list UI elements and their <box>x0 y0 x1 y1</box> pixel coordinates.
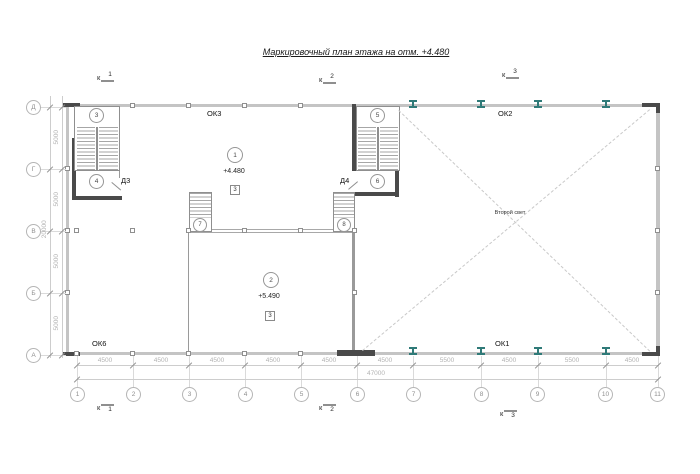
column-marker <box>655 290 660 295</box>
stair2-bottom-bar <box>355 192 399 196</box>
col-extension-line <box>189 356 190 387</box>
bottom-dim-total: 47000 <box>366 370 386 377</box>
col-axis-circle-11: 11 <box>650 387 665 402</box>
door-d3-leaf <box>111 182 121 190</box>
stair-circle-7: 7 <box>193 218 207 232</box>
bottom-dim: 4500 <box>377 357 393 364</box>
col-axis-circle-10: 10 <box>598 387 613 402</box>
col-extension-line <box>481 356 482 387</box>
beam-icon <box>409 347 417 355</box>
beam-icon <box>602 347 610 355</box>
stair1-bottom-bar <box>72 196 122 200</box>
vestibule1-stub <box>119 171 120 178</box>
col-axis-circle-4: 4 <box>238 387 253 402</box>
stair2-divider <box>377 127 379 170</box>
door-d4-leaf <box>348 181 358 189</box>
door-d4-label: Д4 <box>340 176 350 185</box>
window-label-ok6: ОК6 <box>92 339 107 348</box>
stair-circle-8: 8 <box>337 218 351 232</box>
second-light-label: Второй свет <box>494 210 526 216</box>
stair-circle-6: 6 <box>370 174 385 189</box>
section-marker-bottom-3 <box>500 410 517 420</box>
col-axis-circle-8: 8 <box>474 387 489 402</box>
column-marker <box>130 228 135 233</box>
section-letter: к <box>319 403 323 412</box>
stair-circle-5: 5 <box>370 108 385 123</box>
row-axis-circle-b: Б <box>26 286 41 301</box>
section-marker-bottom-1 <box>97 404 114 414</box>
section-number: 1 <box>101 72 114 82</box>
room-1-elevation: +4.480 <box>223 168 245 175</box>
corner-bottom-right-v <box>656 346 660 356</box>
window-label-ok3: ОК3 <box>207 109 222 118</box>
second-light-diagonal-1 <box>398 110 650 352</box>
room-1-finish-mark: 3 <box>230 185 240 195</box>
column-marker <box>74 228 79 233</box>
section-number: 3 <box>506 69 519 79</box>
beam-icon <box>477 100 485 108</box>
column-marker <box>130 103 135 108</box>
bottom-dim: 4500 <box>209 357 225 364</box>
section-number: 2 <box>323 404 336 414</box>
bottom-dim-line-total <box>77 379 658 380</box>
window-label-ok2: ОК2 <box>498 109 513 118</box>
room2-left-wall <box>188 231 189 355</box>
stair-circle-3: 3 <box>89 108 104 123</box>
stair-8-treads <box>334 193 354 218</box>
stair2-flight-right <box>380 127 398 170</box>
bottom-dim: 4500 <box>153 357 169 364</box>
bottom-dim: 5500 <box>564 357 580 364</box>
section-letter: к <box>97 403 101 412</box>
left-dim-5000: 5000 <box>52 192 60 207</box>
col-extension-line <box>133 356 134 387</box>
left-dim-5000: 5000 <box>52 254 60 269</box>
room-2-elevation: +5.490 <box>258 293 280 300</box>
section-number: 2 <box>323 74 336 84</box>
column-marker <box>242 103 247 108</box>
beam-icon <box>534 347 542 355</box>
bottom-dim: 4500 <box>97 357 113 364</box>
stair-7-treads <box>190 193 211 218</box>
stair1-flight-right <box>99 127 118 170</box>
col-extension-line <box>658 356 659 387</box>
column-marker <box>298 228 303 233</box>
section-marker-bottom-2 <box>319 404 336 414</box>
col-extension-line <box>245 356 246 387</box>
col-axis-circle-1: 1 <box>70 387 85 402</box>
row-v-wall <box>189 229 356 233</box>
bottom-dim: 5500 <box>439 357 455 364</box>
drawing-title: Маркировочный план этажа на отм. +4.480 <box>262 47 450 57</box>
col-extension-line <box>538 356 539 387</box>
left-dim-line-total <box>50 96 51 358</box>
beam-icon <box>534 100 542 108</box>
section-letter: к <box>319 75 323 84</box>
col-axis-circle-3: 3 <box>182 387 197 402</box>
beam-icon <box>602 100 610 108</box>
section-number: 3 <box>504 410 517 420</box>
col-extension-line <box>301 356 302 387</box>
section-letter: к <box>502 70 506 79</box>
row-axis-circle-g: Г <box>26 162 41 177</box>
column-marker <box>242 228 247 233</box>
left-dim-total: 20000 <box>40 220 48 239</box>
col-extension-line <box>413 356 414 387</box>
col-extension-line <box>77 356 78 387</box>
left-dim-5000: 5000 <box>52 316 60 331</box>
room-2-number-circle: 2 <box>263 272 279 288</box>
section-marker-top-2 <box>319 74 336 84</box>
column-marker <box>298 103 303 108</box>
column-marker <box>352 228 357 233</box>
col-extension-line <box>606 356 607 387</box>
second-light-diagonal-2 <box>362 109 650 351</box>
column-marker <box>352 290 357 295</box>
column-marker <box>655 228 660 233</box>
row-axis-circle-a: А <box>26 348 41 363</box>
stair-circle-4: 4 <box>89 174 104 189</box>
column-marker <box>186 228 191 233</box>
col-axis-circle-5: 5 <box>294 387 309 402</box>
room-2-finish-mark: 3 <box>265 311 275 321</box>
col-axis-circle-7: 7 <box>406 387 421 402</box>
section-letter: к <box>97 73 101 82</box>
col-axis-circle-2: 2 <box>126 387 141 402</box>
left-dim-line-segments <box>62 96 63 358</box>
bottom-dim: 4500 <box>501 357 517 364</box>
bottom-dim: 4500 <box>321 357 337 364</box>
door-d3-label: Д3 <box>121 176 131 185</box>
column-marker <box>655 166 660 171</box>
section-letter: к <box>500 409 504 418</box>
left-dim-5000: 5000 <box>52 130 60 145</box>
col-axis-circle-9: 9 <box>530 387 545 402</box>
room-1-number-circle: 1 <box>227 147 243 163</box>
window-label-ok1: ОК1 <box>495 339 510 348</box>
stair1-divider <box>96 127 98 170</box>
row-axis-circle-v: В <box>26 224 41 239</box>
section-marker-top-1 <box>97 72 114 82</box>
col-extension-line <box>357 356 358 387</box>
stair2-flight-left <box>358 127 376 170</box>
col-axis-circle-6: 6 <box>350 387 365 402</box>
bottom-dim: 4500 <box>624 357 640 364</box>
row-axis-circle-d: Д <box>26 100 41 115</box>
stair1-flight-left <box>77 127 95 170</box>
bottom-dim: 4500 <box>265 357 281 364</box>
beam-icon <box>477 347 485 355</box>
beam-icon <box>409 100 417 108</box>
section-number: 1 <box>101 404 114 414</box>
column-marker <box>186 103 191 108</box>
bottom-dim-line-segments <box>77 365 658 366</box>
bottom-wall-dark-segment <box>337 350 375 356</box>
section-marker-top-3 <box>502 69 519 79</box>
corner-top-right-v <box>656 103 660 113</box>
